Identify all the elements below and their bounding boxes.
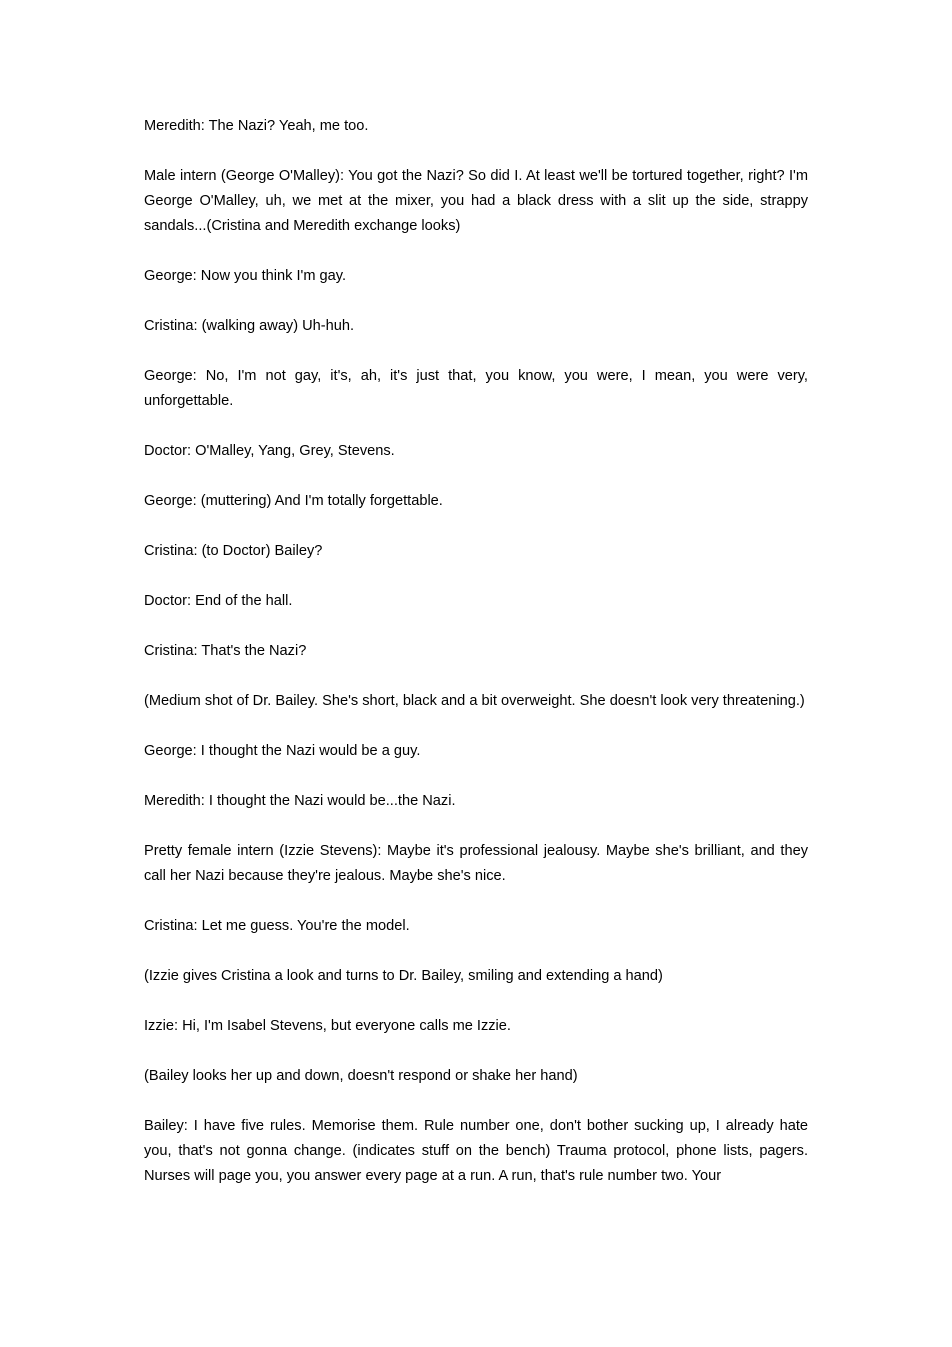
script-paragraph: Izzie: Hi, I'm Isabel Stevens, but everyone calls me Izzie. — [144, 1018, 511, 1034]
script-paragraph: George: (muttering) And I'm totally forgettable. — [144, 493, 443, 509]
script-paragraph: Meredith: The Nazi? Yeah, me too. — [144, 118, 369, 134]
stage-direction: (Medium shot of Dr. Bailey. She's short, black and a bit overweight. She doesn't look very threatening.) — [144, 693, 805, 709]
script-paragraph: George: Now you think I'm gay. — [144, 268, 347, 284]
script-paragraph: George: I thought the Nazi would be a guy. — [144, 743, 421, 759]
script-paragraph: Cristina: Let me guess. You're the model. — [144, 918, 410, 934]
script-paragraph: George: No, I'm not gay, it's, ah, it's just that, you know, you were, I mean, you were very, unforgettable. — [144, 368, 808, 409]
script-paragraph: Doctor: O'Malley, Yang, Grey, Stevens. — [144, 443, 395, 459]
script-paragraph: Cristina: That's the Nazi? — [144, 643, 307, 659]
script-paragraph: Cristina: (to Doctor) Bailey? — [144, 543, 323, 559]
script-paragraph: Bailey: I have five rules. Memorise them. Rule number one, don't bother sucking up, I already hate you, that's not gonna change. (indicates stuff on the bench) Trauma protocol, phone lists, pagers. Nurses will page you, you answer every page at a run. A run, that's rule number two. Your — [144, 1118, 808, 1184]
document-page — [144, 114, 808, 1189]
script-paragraph: Pretty female intern (Izzie Stevens): Maybe it's professional jealousy. Maybe she's brilliant, and they call her Nazi because they're jealous. Maybe she's nice. — [144, 843, 808, 884]
script-paragraph: Doctor: End of the hall. — [144, 593, 293, 609]
script-paragraph: Male intern (George O'Malley): You got the Nazi? So did I. At least we'll be tortured together, right? I'm George O'Malley, uh, we met at the mixer, you had a black dress with a slit up the side, strappy sandals...(Cristina and Meredith exchange looks) — [144, 168, 808, 234]
script-paragraph: Meredith: I thought the Nazi would be...the Nazi. — [144, 793, 456, 809]
script-paragraph: Cristina: (walking away) Uh-huh. — [144, 318, 355, 334]
stage-direction: (Bailey looks her up and down, doesn't respond or shake her hand) — [144, 1068, 578, 1084]
stage-direction: (Izzie gives Cristina a look and turns to Dr. Bailey, smiling and extending a hand) — [144, 968, 663, 984]
